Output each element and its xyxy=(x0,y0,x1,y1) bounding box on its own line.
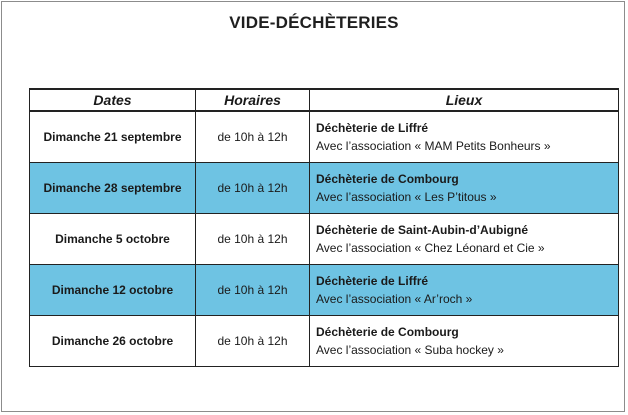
place-cell xyxy=(310,214,619,265)
date-cell: Dimanche 28 septembre xyxy=(30,163,196,214)
place-cell xyxy=(310,111,619,163)
table-row xyxy=(30,214,619,265)
time-cell: de 10h à 12h xyxy=(196,111,310,163)
place-name: Déchèterie de Saint-Aubin-d’Aubigné xyxy=(316,223,529,237)
table-row xyxy=(30,316,619,367)
place-name: Déchèterie de Liffré xyxy=(316,121,429,135)
date-cell: Dimanche 21 septembre xyxy=(30,111,196,163)
place-association: Avec l’association « Chez Léonard et Cie » xyxy=(316,241,545,255)
place-association: Avec l’association « Suba hockey » xyxy=(316,343,504,357)
place-cell xyxy=(310,163,619,214)
header-horaires: Horaires xyxy=(196,89,310,111)
place-name: Déchèterie de Combourg xyxy=(316,172,459,186)
time-cell: de 10h à 12h xyxy=(196,214,310,265)
document-frame xyxy=(1,1,625,412)
schedule-table xyxy=(29,88,619,367)
place-association: Avec l’association « Les P’titous » xyxy=(316,190,497,204)
date-cell: Dimanche 12 octobre xyxy=(30,265,196,316)
page-title: VIDE-DÉCHÈTERIES xyxy=(229,13,399,32)
table-row xyxy=(30,163,619,214)
place-cell xyxy=(310,316,619,367)
table-row xyxy=(30,111,619,163)
header-dates: Dates xyxy=(30,89,196,111)
time-cell: de 10h à 12h xyxy=(196,265,310,316)
time-cell: de 10h à 12h xyxy=(196,316,310,367)
place-name: Déchèterie de Combourg xyxy=(316,325,459,339)
time-cell: de 10h à 12h xyxy=(196,163,310,214)
place-name: Déchèterie de Liffré xyxy=(316,274,429,288)
table-row xyxy=(30,265,619,316)
place-association: Avec l’association « MAM Petits Bonheurs » xyxy=(316,139,551,153)
table-header-row xyxy=(30,89,619,111)
place-association: Avec l’association « Ar’roch » xyxy=(316,292,473,306)
place-cell xyxy=(310,265,619,316)
date-cell: Dimanche 26 octobre xyxy=(30,316,196,367)
header-lieux: Lieux xyxy=(310,89,619,111)
date-cell: Dimanche 5 octobre xyxy=(30,214,196,265)
